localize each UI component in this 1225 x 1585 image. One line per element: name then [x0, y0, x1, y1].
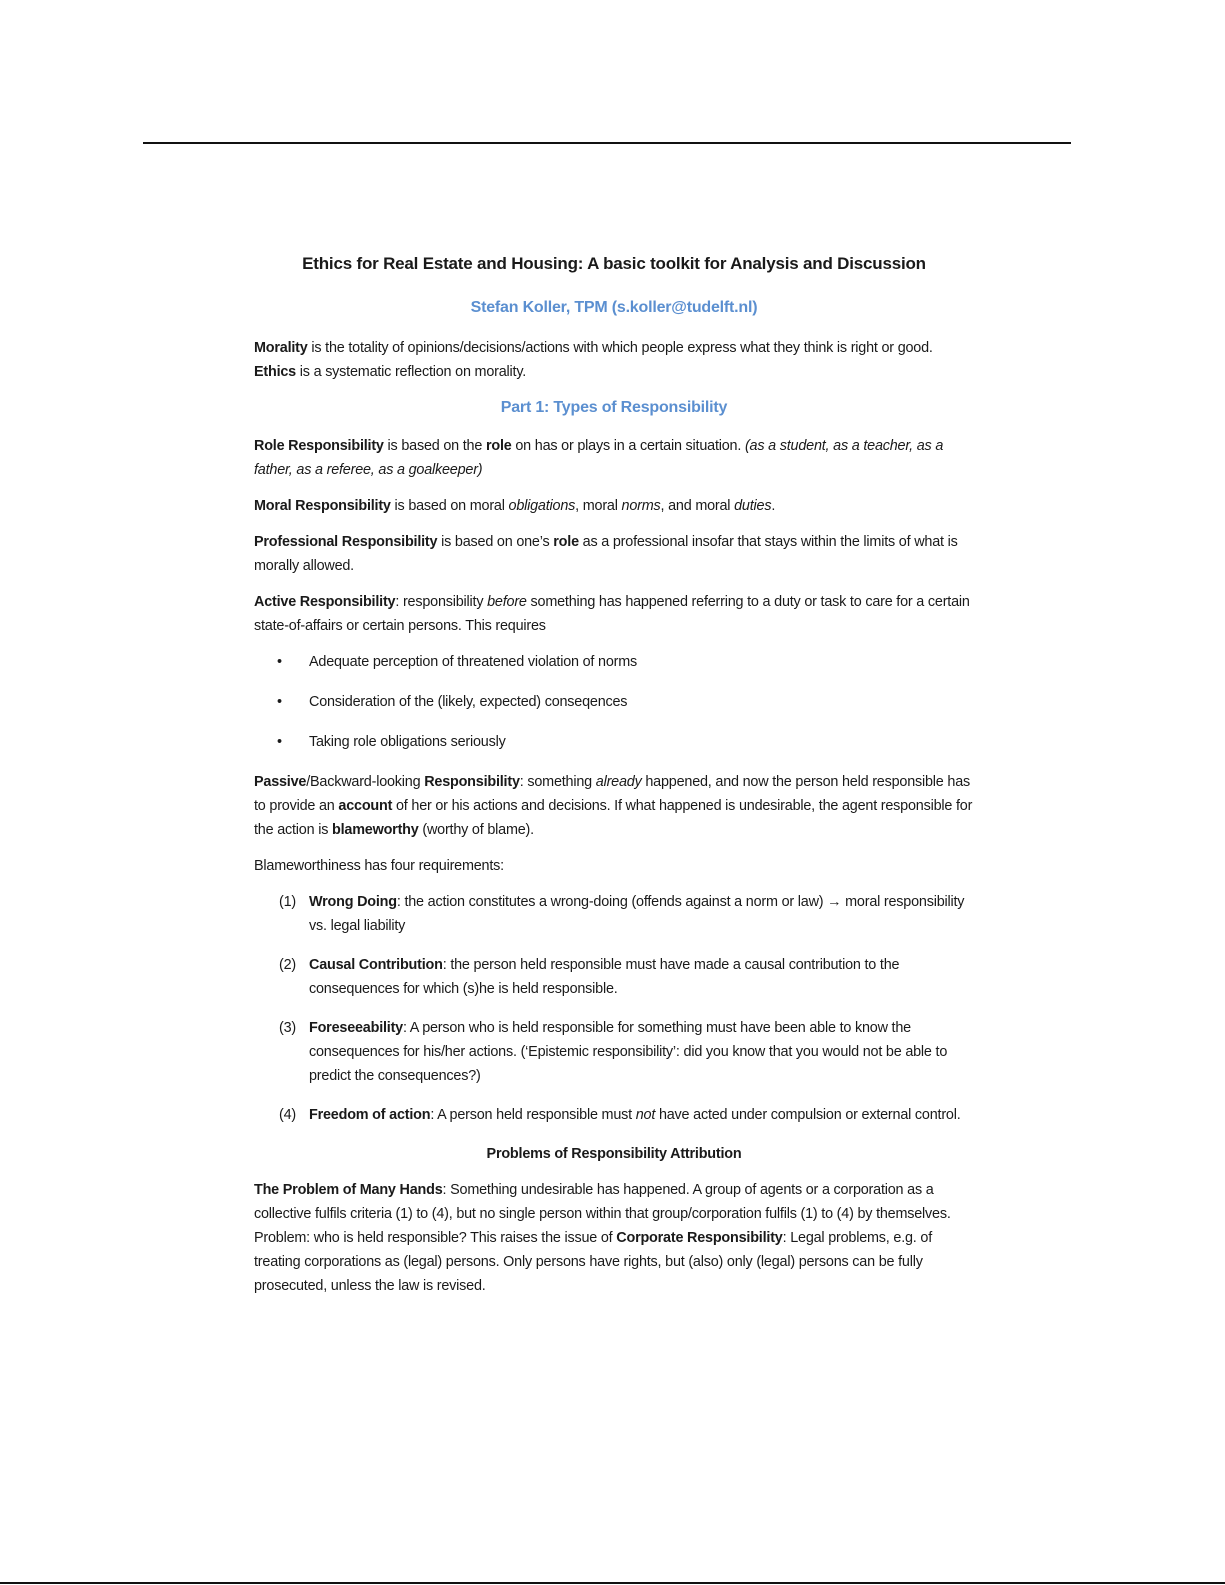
list-item-text: have acted under compulsion or external control. [655, 1107, 961, 1123]
document-title: Ethics for Real Estate and Housing: A basic toolkit for Analysis and Discussion [302, 254, 926, 273]
intro-paragraph [254, 336, 974, 384]
term-ethics: Ethics [254, 364, 296, 380]
intro-text: is the totality of opinions/decisions/actions with which people express what they think is right or good. [307, 340, 933, 356]
author-line: Stefan Koller, TPM (s.koller@tudelft.nl) [470, 299, 758, 316]
list-number: (1) [279, 894, 296, 910]
list-number: (3) [279, 1020, 296, 1036]
text: (worthy of blame). [418, 822, 534, 838]
text: . [771, 498, 776, 514]
emphasis: norms [621, 498, 661, 514]
term-professional-responsibility: Professional Responsibility [254, 534, 438, 550]
term-morality: Morality [254, 340, 308, 356]
examples: (as a student, as a teacher, as a father, as a referee, as a goalkeeper) [254, 438, 944, 478]
term-responsibility: Responsibility [424, 774, 520, 790]
list-item-text: : the action constitutes a wrong-doing (offends against a norm or law) → moral responsibility vs. legal liability [309, 894, 965, 934]
term-role: role [553, 534, 579, 550]
text: : responsibility [395, 594, 488, 610]
text: : something [519, 774, 596, 790]
list-number: (2) [279, 957, 296, 973]
active-responsibility-paragraph [254, 590, 974, 638]
bullet-icon: • [277, 734, 282, 750]
active-requirements-list [254, 650, 974, 754]
moral-responsibility-paragraph [254, 494, 974, 518]
term-role-responsibility: Role Responsibility [254, 438, 384, 454]
emphasis: before [487, 594, 527, 610]
term-blameworthy: blameworthy [332, 822, 419, 838]
term-foreseeability: Foreseeability [309, 1020, 403, 1036]
emphasis: already [595, 774, 642, 790]
document-body [254, 252, 974, 1310]
term-freedom-of-action: Freedom of action [309, 1107, 431, 1123]
text: , and moral [660, 498, 735, 514]
many-hands-paragraph [254, 1178, 974, 1298]
blameworthiness-intro: Blameworthiness has four requirements: [254, 858, 504, 874]
text: is based on one’s [437, 534, 554, 550]
term-wrong-doing: Wrong Doing [309, 894, 397, 910]
part1-heading: Part 1: Types of Responsibility [500, 399, 728, 416]
list-item [254, 1103, 974, 1127]
text: something has happened referring to a duty or task to care for a certain state-of-affairs or certain persons. This requires [254, 594, 970, 634]
text: on has or plays in a certain situation. [511, 438, 745, 454]
professional-responsibility-paragraph [254, 530, 974, 578]
list-item-text: Adequate perception of threatened violation of norms [309, 654, 638, 670]
passive-responsibility-paragraph [254, 770, 974, 842]
list-number: (4) [279, 1107, 296, 1123]
bullet-icon: • [277, 694, 282, 710]
list-item [254, 953, 974, 1001]
list-item-text: : A person held responsible must [430, 1107, 636, 1123]
term-causal-contribution: Causal Contribution [309, 957, 443, 973]
text: of her or his actions and decisions. If what happened is undesirable, the agent responsible for the action is [254, 798, 973, 838]
list-item [254, 890, 974, 938]
term-account: account [338, 798, 393, 814]
list-item-text: Taking role obligations seriously [309, 734, 506, 750]
term-corporate-responsibility: Corporate Responsibility [616, 1230, 783, 1246]
intro-text-2: is a systematic reflection on morality. [296, 364, 527, 380]
list-item [254, 650, 974, 674]
text: /Backward-looking [306, 774, 425, 790]
list-item-text: Consideration of the (likely, expected) conseqences [309, 694, 628, 710]
list-item-text: : the person held responsible must have made a causal contribution to the consequences for which (s)he is held responsible. [309, 957, 900, 997]
term-moral-responsibility: Moral Responsibility [254, 498, 391, 514]
term-role: role [485, 438, 512, 454]
text: as a professional insofar that stays within the limits of what is morally allowed. [254, 534, 958, 574]
emphasis: duties [734, 498, 772, 514]
blameworthiness-requirements-list [254, 890, 974, 1127]
role-responsibility-paragraph [254, 434, 974, 482]
term-passive: Passive [254, 774, 307, 790]
text: is based on moral [390, 498, 509, 514]
text: : Legal problems, e.g. of treating corporations as (legal) persons. Only persons have rights, but (also) only (legal) persons can be fully prosecuted, unless the law is revised. [254, 1230, 932, 1294]
header-rule [143, 142, 1071, 144]
problems-heading: Problems of Responsibility Attribution [486, 1146, 742, 1162]
text: is based on the [383, 438, 486, 454]
text: , moral [575, 498, 622, 514]
emphasis: not [635, 1107, 656, 1123]
list-item [254, 730, 974, 754]
text: : Something undesirable has happened. A group of agents or a corporation as a collective fulfils criteria (1) to (4), but no single person within that group/corporation fulfils (1) to (4) by themselves. Problem: who is held responsible? This raises the issue of [254, 1182, 951, 1246]
emphasis: obligations [508, 498, 576, 514]
list-item-text: : A person who is held responsible for something must have been able to know the consequences for his/her actions. (‘Epistemic responsibility’: did you know that you would not be able to predict the consequences?) [309, 1020, 948, 1084]
term-active-responsibility: Active Responsibility [254, 594, 396, 610]
list-item [254, 690, 974, 714]
term-problem-of-many-hands: The Problem of Many Hands [254, 1182, 443, 1198]
bullet-icon: • [277, 654, 282, 670]
page-bottom-rule [0, 1582, 1225, 1584]
text: happened, and now the person held responsible has to provide an [254, 774, 971, 814]
list-item [254, 1016, 974, 1088]
